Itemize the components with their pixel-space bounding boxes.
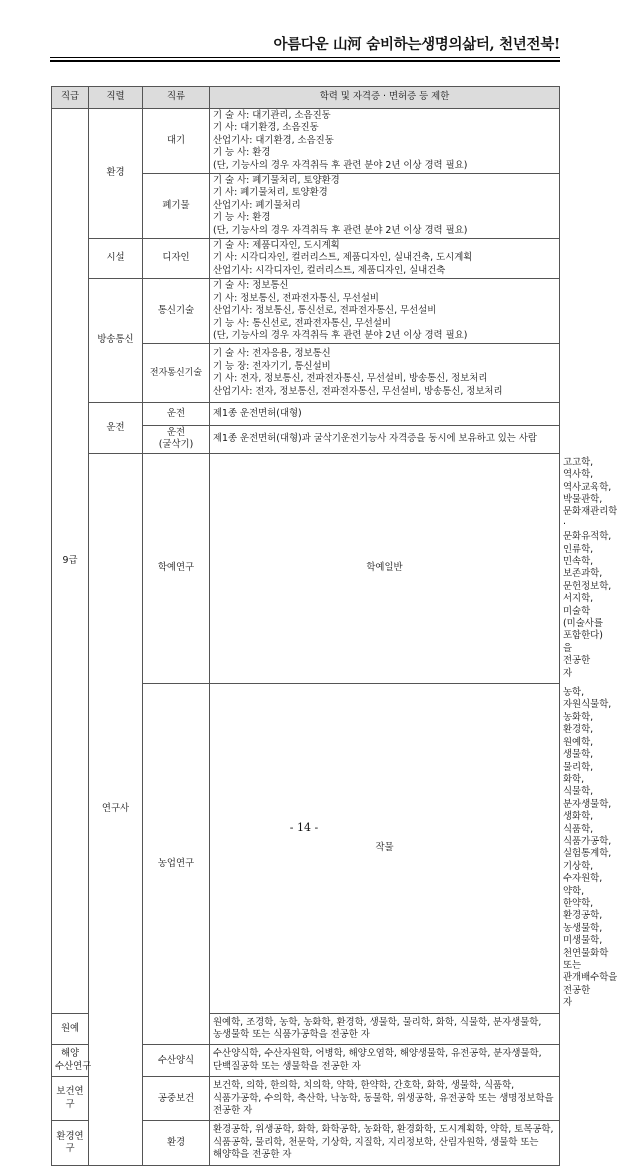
class-environment: 환경 <box>143 1121 210 1165</box>
header-rule-thick <box>50 60 560 62</box>
class-crop: 작물 <box>210 684 560 1014</box>
requirements-environment: 환경공학, 위생공학, 화학, 화학공학, 농화학, 환경화학, 도시계획학, 약학, 토목공학, 식품공학, 물리학, 천문학, 기상학, 지질학, 지리정보학, 산림자원학, 생물학 또는 해양학을 전공한 자 <box>210 1121 560 1165</box>
requirements-aquaculture: 수산양식학, 수산자원학, 어병학, 해양오염학, 해양생물학, 유전공학, 분자생물학, 단백질공학 또는 생물학을 전공한 자 <box>210 1045 560 1077</box>
class-horticulture: 원예 <box>52 1013 89 1045</box>
grade-researcher: 연구사 <box>89 453 143 1165</box>
class-driving-excavator: 운전 (굴삭기) <box>143 425 210 453</box>
table-row <box>52 239 560 279</box>
table-header-row <box>52 87 560 109</box>
series-driving: 운전 <box>89 402 143 453</box>
requirements-comm-tech: 기 술 사: 정보통신 기 사: 정보통신, 전파전자통신, 무선설비 산업기사: 정보통신, 통신선로, 전파전자통신, 무선설비 기 능 사: 통신선로, 전파전자통신, 무선설비 (단, 기능사의 경우 자격취득 후 관련 분야 2년 이상 경력 필요) <box>210 279 560 344</box>
table-row: 연구사 학예연구 학예일반 고고학, 역사학, 역사교육학, 박물관학, 문화재관리학·문화유적학, 인류학, 민속학, 보존과학, 문헌정보학, 서지학, 미술학(미술사를 포함한다)을 전공한 자 <box>52 453 560 683</box>
table-row <box>52 109 560 174</box>
requirements-driving: 제1종 운전면허(대형) <box>210 402 560 425</box>
header-requirements: 학력 및 자격증 · 면허증 등 제한 <box>210 87 560 109</box>
requirements-design: 기 술 사: 제품디자인, 도시계획 기 사: 시각디자인, 컬러리스트, 제품디자인, 실내건축, 도시계획 산업기사: 시각디자인, 컬러리스트, 제품디자인, 실내건축 <box>210 239 560 279</box>
class-driving: 운전 <box>143 402 210 425</box>
class-arts-general: 학예일반 <box>210 453 560 683</box>
class-aquaculture: 수산양식 <box>143 1045 210 1077</box>
header-series: 직렬 <box>89 87 143 109</box>
header-rule-thin <box>50 57 560 58</box>
class-electronic-comm: 전자통신기술 <box>143 344 210 403</box>
qualification-table <box>51 86 617 1166</box>
page-number: - 14 - <box>289 821 319 834</box>
table-row: 농업연구 작물 농학, 자원식물학, 농화학, 환경학, 원예학, 생물학, 물리학, 화학, 식물학, 분자생물학, 생화학, 식품학, 식품가공학, 실험통계학, 기상학, 수자원학, 약학, 한약학, 환경공학, 농생물학, 미생물학, 천연물화학 또는 관개배수학을 전공한 자 <box>52 684 560 1014</box>
series-marine-research: 해양 수산연구 <box>52 1045 89 1077</box>
series-facility: 시설 <box>89 239 143 279</box>
header-title: 아름다운 山河 숨비하는생명의삶터, 천년전북! <box>273 36 560 53</box>
series-health-research: 보건연구 <box>52 1077 89 1121</box>
class-design: 디자인 <box>143 239 210 279</box>
requirements-horticulture: 원예학, 조경학, 농학, 농화학, 환경학, 생물학, 물리학, 화학, 식물학, 분자생물학, 농생물학 또는 식품가공학을 전공한 자 <box>210 1013 560 1045</box>
series-broadcast: 방송통신 <box>89 279 143 403</box>
header-grade: 직급 <box>52 87 89 109</box>
series-environment: 환경 <box>89 109 143 239</box>
requirements-public-health: 보건학, 의학, 한의학, 치의학, 약학, 한약학, 간호학, 화학, 생물학, 식품학, 식품가공학, 수의학, 축산학, 낙농학, 동물학, 위생공학, 유전공학 또는 생명정보학을 전공한 자 <box>210 1077 560 1121</box>
requirements-electronic-comm: 기 술 사: 전자응용, 정보통신 기 능 장: 전자기기, 통신설비 기 사: 전자, 정보통신, 전파전자통신, 무선설비, 방송통신, 정보처리 산업기사: 전자, 정보통신, 전파전자통신, 무선설비, 방송통신, 정보처리 <box>210 344 560 403</box>
series-arts-research: 학예연구 <box>143 453 210 683</box>
series-agri-research: 농업연구 <box>143 684 210 1045</box>
requirements-waste: 기 술 사: 폐기물처리, 토양환경 기 사: 폐기물처리, 토양환경 산업기사: 폐기물처리 기 능 사: 환경 (단, 기능사의 경우 자격취득 후 관련 분야 2년 이상 경력 필요) <box>210 174 560 239</box>
table-row <box>52 402 560 425</box>
grade-9: 9급 <box>52 109 89 1014</box>
header-class: 직류 <box>143 87 210 109</box>
requirements-driving-excavator: 제1종 운전면허(대형)과 굴삭기운전기능사 자격증을 동시에 보유하고 있는 사람 <box>210 425 560 453</box>
class-waste: 폐기물 <box>143 174 210 239</box>
requirements-air: 기 술 사: 대기관리, 소음진동 기 사: 대기환경, 소음진동 산업기사: 대기환경, 소음진동 기 능 사: 환경 (단, 기능사의 경우 자격취득 후 관련 분야 2년 이상 경력 필요) <box>210 109 560 174</box>
series-env-research: 환경연구 <box>52 1121 89 1165</box>
class-public-health: 공중보건 <box>143 1077 210 1121</box>
class-comm-tech: 통신기술 <box>143 279 210 344</box>
class-air: 대기 <box>143 109 210 174</box>
table-row <box>52 279 560 344</box>
